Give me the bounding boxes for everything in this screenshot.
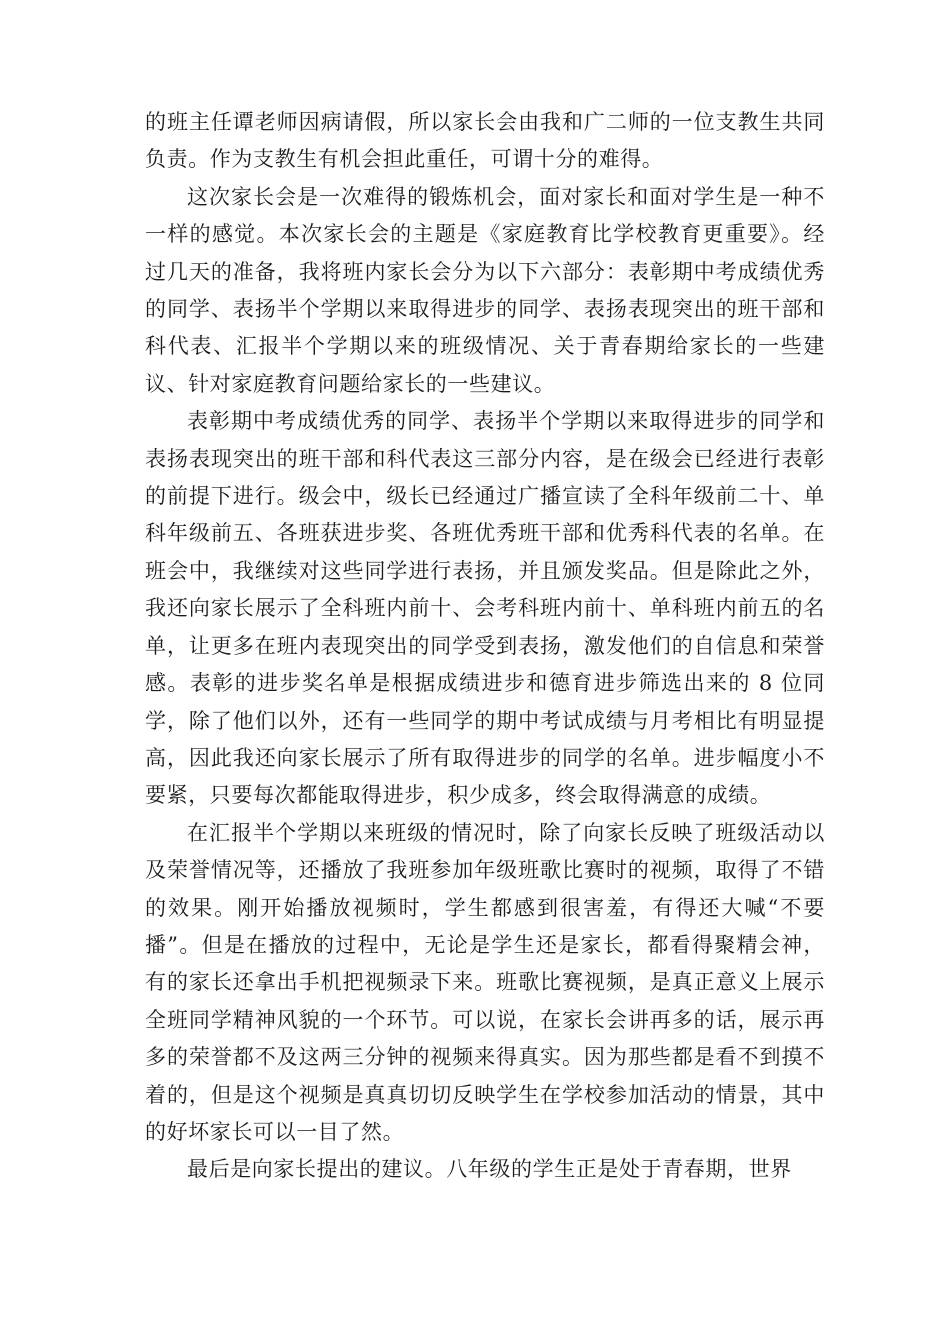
paragraph-2: 这次家长会是一次难得的锻炼机会，面对家长和面对学生是一种不一样的感觉。本次家长会的主题是《家庭教育比学校教育更重要》。经过几天的准备，我将班内家长会分为以下六部分：表彰期中考成绩优秀的同学、表扬半个学期以来取得进步的同学、表扬表现突出的班干部和科代表、汇报半个学期以来的班级情况、关于青春期给家长的一些建议、针对家庭教育问题给家长的一些建议。 bbox=[145, 184, 825, 396]
document-body bbox=[145, 104, 825, 1189]
paragraph-1: 的班主任谭老师因病请假，所以家长会由我和广二师的一位支教生共同负责。作为支教生有机会担此重任，可谓十分的难得。 bbox=[145, 110, 825, 172]
paragraph-3: 表彰期中考成绩优秀的同学、表扬半个学期以来取得进步的同学和表扬表现突出的班干部和科代表这三部分内容，是在级会已经进行表彰的前提下进行。级会中，级长已经通过广播宣读了全科年级前二十、单科年级前五、各班获进步奖、各班优秀班干部和优秀科代表的名单。在班会中，我继续对这些同学进行表扬，并且颁发奖品。但是除此之外，我还向家长展示了全科班内前十、会考科班内前十、单科班内前五的名单，让更多在班内表现突出的同学受到表扬，激发他们的自信息和荣誉感。表彰的进步奖名单是根据成绩进步和德育进步筛选出来的 8 位同学，除了他们以外，还有一些同学的期中考试成绩与月考相比有明显提高，因此我还向家长展示了所有取得进步的同学的名单。进步幅度小不要紧，只要每次都能取得进步，积少成多，终会取得满意的成绩。 bbox=[145, 409, 825, 808]
paragraph-5: 最后是向家长提出的建议。八年级的学生正是处于青春期，世界 bbox=[187, 1157, 792, 1182]
paragraph-4: 在汇报半个学期以来班级的情况时，除了向家长反映了班级活动以及荣誉情况等，还播放了我班参加年级班歌比赛时的视频，取得了不错的效果。刚开始播放视频时，学生都感到很害羞，有得还大喊“不要播”。但是在播放的过程中，无论是学生还是家长，都看得聚精会神，有的家长还拿出手机把视频录下来。班歌比赛视频，是真正意义上展示全班同学精神风貌的一个环节。可以说，在家长会讲再多的话，展示再多的荣誉都不及这两三分钟的视频来得真实。因为那些都是看不到摸不着的，但是这个视频是真真切切反映学生在学校参加活动的情景，其中的好坏家长可以一目了然。 bbox=[145, 820, 825, 1144]
